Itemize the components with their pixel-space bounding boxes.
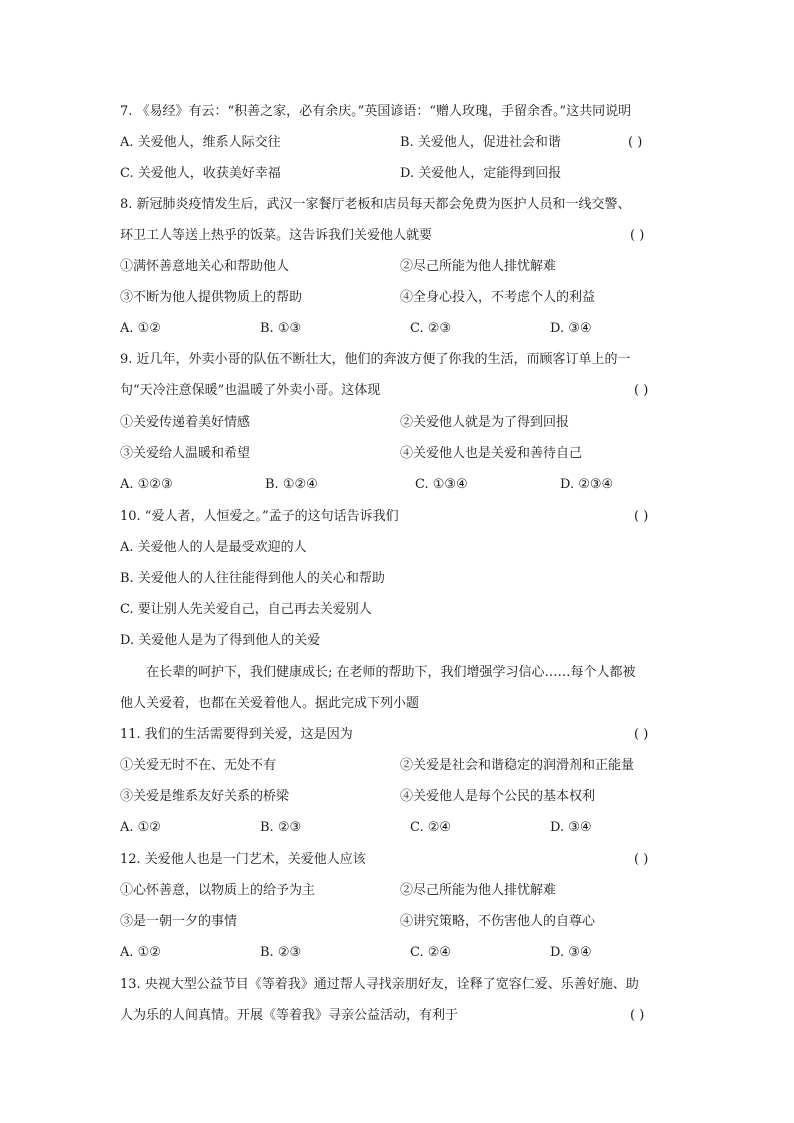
q10-option-a: A. 关爱他人的人是最受欢迎的人 xyxy=(120,540,307,555)
q9-choice-d: D. ②③④ xyxy=(560,477,614,492)
q11-stem: 11. 我们的生活需要得到关爱，这是因为 ( ) xyxy=(120,722,680,748)
q10-option-c: C. 要让别人先关爱自己，自己再去关爱别人 xyxy=(120,602,372,617)
q9-statements-34 xyxy=(120,441,680,467)
q12-statement-2: ②尽己所能为他人排忧解难 xyxy=(400,883,557,898)
q13-stem-line1: 13. 央视大型公益节目《等着我》通过帮人寻找亲朋好友，诠释了宽容仁爱、乐善好施、助 xyxy=(120,977,639,992)
q12-stem: 12. 关爱他人也是一门艺术，关爱他人应该 ( ) xyxy=(120,847,680,873)
q11-statement-2: ②关爱是社会和谐稳定的润滑剂和正能量 xyxy=(400,758,635,773)
q10-option-b: B. 关爱他人的人往往能得到他人的关心和帮助 xyxy=(120,571,385,586)
q12-choice-d: D. ③④ xyxy=(550,945,592,960)
q12-choice-b: B. ②③ xyxy=(260,945,302,960)
q10-answer-paren: ( ) xyxy=(634,509,649,524)
q9-choice-a: A. ①②③ xyxy=(120,477,173,492)
q11-answer-paren: ( ) xyxy=(634,727,649,742)
passage-line2: 他人关爱着，也都在关爱着他人。据此完成下列小题 xyxy=(120,696,420,711)
q9-choice-c: C. ①③④ xyxy=(415,477,468,492)
q12-choice-c: C. ②④ xyxy=(410,945,452,960)
q13-answer-paren: ( ) xyxy=(630,1008,645,1023)
q11-choices xyxy=(120,815,680,841)
q11-choice-a: A. ①② xyxy=(120,820,161,835)
q8-statements-34 xyxy=(120,285,680,311)
q11-choice-c: C. ②④ xyxy=(410,820,452,835)
q9-answer-paren: ( ) xyxy=(634,383,649,398)
q9-statement-2: ②关爱他人就是为了得到回报 xyxy=(400,415,570,430)
q11-statements-34 xyxy=(120,784,680,810)
q8-answer-paren: ( ) xyxy=(630,228,645,243)
q8-choice-d: D. ③④ xyxy=(550,321,592,336)
q9-statements-12 xyxy=(120,410,680,436)
q10-option-d: D. 关爱他人是为了得到他人的关爱 xyxy=(120,633,321,648)
q12-statements-34 xyxy=(120,909,680,935)
q9-stem-line2: 句“天冷注意保暖”也温暖了外卖小哥。这体现 ( ) xyxy=(120,378,680,404)
q8-choices xyxy=(120,316,680,342)
q7-answer-paren: ( ) xyxy=(628,135,643,150)
q8-statement-3: ③不断为他人提供物质上的帮助 xyxy=(120,290,303,305)
q12-choice-a: A. ①② xyxy=(120,945,161,960)
q8-statement-2: ②尽己所能为他人排忧解难 xyxy=(400,259,557,274)
q9-statement-4: ④关爱他人也是关爱和善待自己 xyxy=(400,446,583,461)
q7-option-b: B. 关爱他人，促进社会和谐 xyxy=(400,135,561,150)
q11-choice-d: D. ③④ xyxy=(550,820,592,835)
q9-choice-b: B. ①②④ xyxy=(265,477,318,492)
q9-stem-line1: 9. 近几年，外卖小哥的队伍不断壮大，他们的奔波方便了你我的生活，而顾客订单上的一 xyxy=(120,352,631,367)
q7-stem: 7. 《易经》有云：“积善之家，必有余庆。”英国谚语：“赠人玫瑰，手留余香。”这共同说明 xyxy=(120,104,632,119)
q12-statements-12 xyxy=(120,878,680,904)
q8-stem-line2: 环卫工人等送上热乎的饭菜。这告诉我们关爱他人就要 ( ) xyxy=(120,223,680,249)
q7-option-a: A. 关爱他人，维系人际交往 xyxy=(120,135,281,150)
q12-choices xyxy=(120,940,680,966)
q11-statement-3: ③关爱是维系友好关系的桥梁 xyxy=(120,789,290,804)
passage-line1: 在长辈的呵护下，我们健康成长; 在老师的帮助下，我们增强学习信心……每个人都被 xyxy=(146,665,636,680)
q7-options-ab xyxy=(120,130,680,156)
q12-statement-1: ①心怀善意，以物质上的给予为主 xyxy=(120,883,316,898)
q11-choice-b: B. ②③ xyxy=(260,820,302,835)
q12-answer-paren: ( ) xyxy=(634,852,649,867)
q8-statement-1: ①满怀善意地关心和帮助他人 xyxy=(120,259,290,274)
q8-choice-c: C. ②③ xyxy=(410,321,452,336)
q10-stem: 10. “爱人者，人恒爱之。”孟子的这句话告诉我们 ( ) xyxy=(120,504,680,530)
q9-statement-1: ①关爱传递着美好情感 xyxy=(120,415,251,430)
q7-option-d: D. 关爱他人，定能得到回报 xyxy=(400,166,562,181)
q11-statement-4: ④关爱他人是每个公民的基本权利 xyxy=(400,789,596,804)
q12-statement-4: ④讲究策略，不伤害他人的自尊心 xyxy=(400,914,596,929)
q8-statement-4: ④全身心投入，不考虑个人的利益 xyxy=(400,290,596,305)
q12-statement-3: ③是一朝一夕的事情 xyxy=(120,914,238,929)
q9-choices xyxy=(120,472,680,498)
q13-stem-line2: 人为乐的人间真情。开展《等着我》寻亲公益活动，有利于 ( ) xyxy=(120,1003,680,1029)
q11-statements-12 xyxy=(120,753,680,779)
q8-choice-b: B. ①③ xyxy=(260,321,302,336)
q8-stem-line1: 8. 新冠肺炎疫情发生后，武汉一家餐厅老板和店员每天都会免费为医护人员和一线交警、 xyxy=(120,197,631,212)
q11-statement-1: ①关爱无时不在、无处不有 xyxy=(120,758,277,773)
q7-options-cd xyxy=(120,161,680,187)
q8-choice-a: A. ①② xyxy=(120,321,161,336)
q9-statement-3: ③关爱给人温暖和希望 xyxy=(120,446,251,461)
q8-statements-12 xyxy=(120,254,680,280)
q7-option-c: C. 关爱他人，收获美好幸福 xyxy=(120,166,281,181)
